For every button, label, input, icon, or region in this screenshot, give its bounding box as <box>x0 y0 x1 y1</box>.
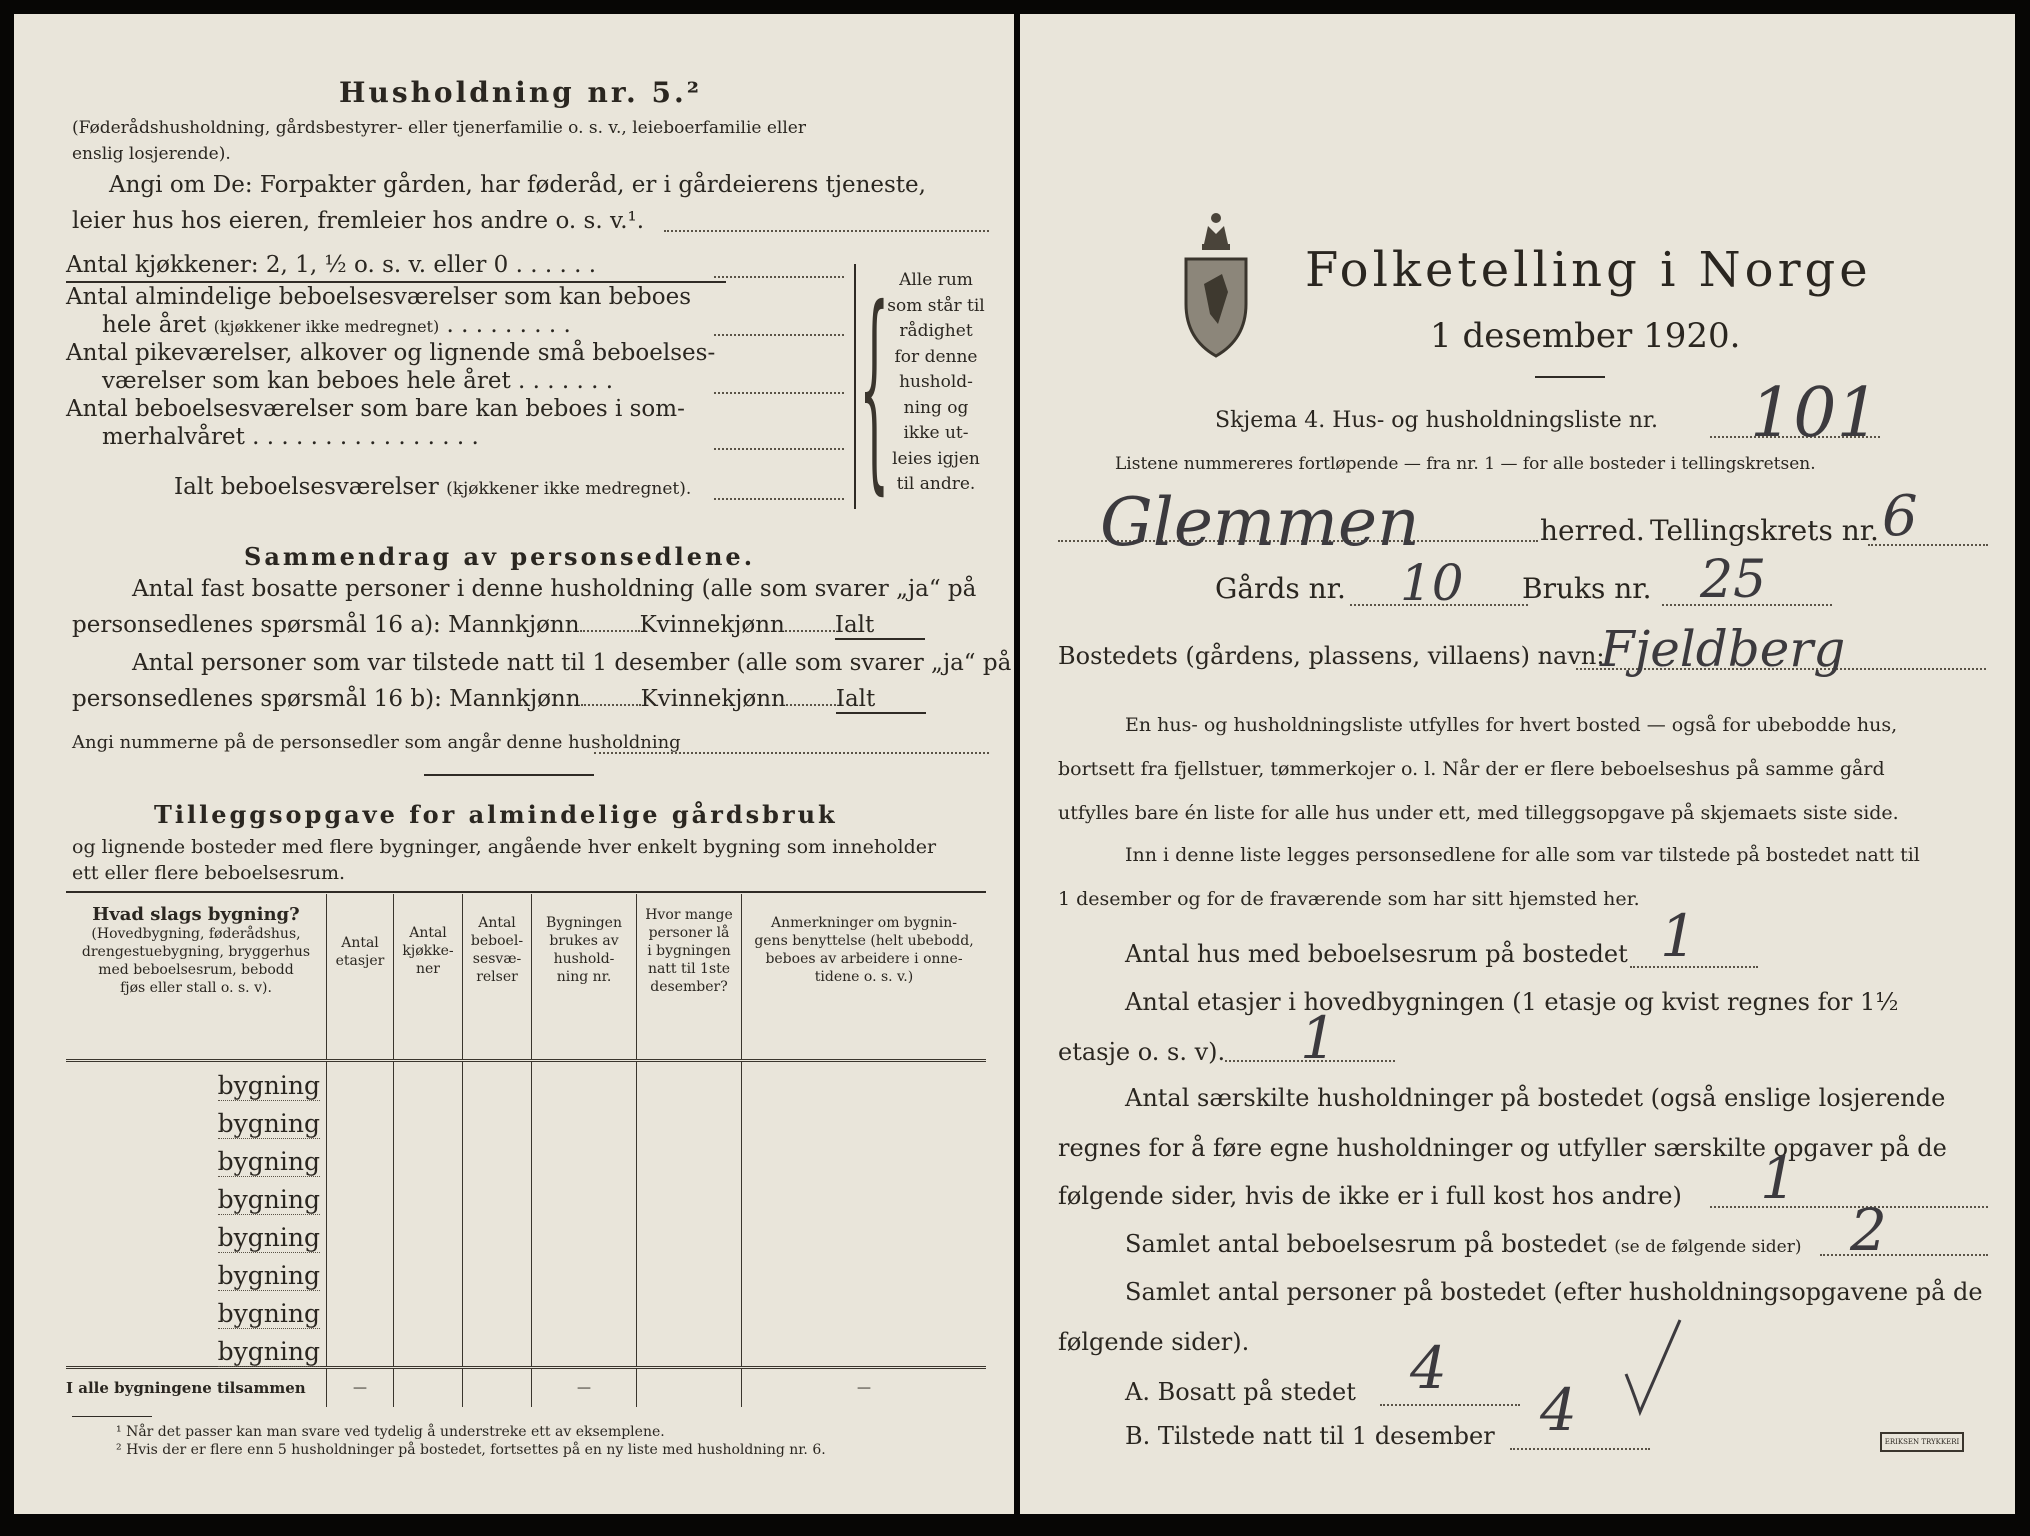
person-numbers-line <box>594 752 989 754</box>
right-page <box>1020 14 2015 1514</box>
tenure-question-2: leier hus hos eieren, fremleier hos andre o. s. v.¹. <box>72 208 645 234</box>
summer-rooms-line <box>714 448 844 450</box>
col-rooms: Antal beboel- sesvæ- relser <box>463 894 532 1061</box>
col-kitchens: Antal kjøkke- ner <box>394 894 463 1061</box>
brace-icon: { <box>859 264 890 516</box>
total-label: I alle bygningene tilsammen <box>66 1368 327 1408</box>
col-building-type: Hvad slags bygning? (Hovedbygning, føderådshus, drengestuebygning, bryggerhus med beboelsesrum, bebodd fjøs eller stall o. s. v). <box>66 894 327 1061</box>
printer-stamp: ERIKSEN TRYKKERI <box>1880 1432 1964 1452</box>
maid-rooms-label-2: værelser som kan beboes hele året . . . . . . . <box>102 368 614 394</box>
coat-of-arms-icon <box>1178 204 1254 364</box>
total-rooms-right-line <box>1820 1254 1988 1256</box>
table-row: bygning <box>66 1100 986 1138</box>
herred-label: herred. <box>1540 514 1645 547</box>
total-rooms-right-value: 2 <box>1850 1196 1887 1264</box>
houses-value: 1 <box>1660 902 1697 970</box>
floors-value: 1 <box>1300 1004 1337 1072</box>
table-row: bygning <box>66 1061 986 1101</box>
col-household-nr: Bygningen brukes av hushold- ning nr. <box>532 894 637 1061</box>
footnote-2: ² Hvis der er flere enn 5 husholdninger på bostedet, fortsettes på en ny liste med husholdning nr. 6. <box>116 1442 826 1458</box>
households-line <box>1710 1206 1988 1208</box>
households-label-2: regnes for å føre egne husholdninger og utfyller særskilte opgaver på de <box>1058 1134 1947 1162</box>
gards-label: Gårds nr. <box>1215 572 1346 605</box>
rooms-label-2: hele året (kjøkkener ikke medregnet) . . . . . . . . . <box>102 312 571 338</box>
tellingskrets-label: Tellingskrets nr. <box>1650 514 1879 547</box>
supplement-text-1: og lignende bosteder med flere bygninger, angående hver enkelt bygning som inneholder <box>72 836 937 858</box>
summer-rooms-label-1: Antal beboelsesværelser som bare kan beboes i som- <box>66 396 685 422</box>
supplement-text-2: ett eller flere beboelsesrum. <box>72 862 346 884</box>
rule <box>66 891 986 893</box>
maid-rooms-label-1: Antal pikeværelser, alkover og lignende små beboelses- <box>66 340 716 366</box>
resident-value: 4 <box>1410 1334 1447 1402</box>
maid-rooms-line <box>714 392 844 394</box>
houses-label: Antal hus med beboelsesrum på bostedet <box>1125 940 1628 968</box>
floors-label-1: Antal etasjer i hovedbygningen (1 etasje og kvist regnes for 1½ <box>1125 988 1899 1016</box>
instruction-3: utfylles bare én liste for alle hus under ett, med tilleggsopgave på skjemaets siste side. <box>1058 802 1899 824</box>
col-floors: Antal etasjer <box>327 894 394 1061</box>
bruks-value: 25 <box>1700 550 1767 610</box>
gards-value: 10 <box>1400 554 1464 612</box>
census-title: Folketelling i Norge <box>1305 242 1872 298</box>
herred-value: Glemmen <box>1100 484 1420 561</box>
instruction-1: En hus- og husholdningsliste utfylles for hvert bosted — også for ubebodde hus, <box>1125 714 1898 736</box>
checkmark-icon <box>1620 1314 1690 1424</box>
left-page <box>14 14 1014 1514</box>
tenure-question-1: Angi om De: Forpakter gården, har føderåd, er i gårdeierens tjeneste, <box>109 172 926 198</box>
summer-rooms-label-2: merhalvåret . . . . . . . . . . . . . . . . <box>102 424 479 450</box>
rule <box>66 281 726 283</box>
resident-label: A. Bosatt på stedet <box>1125 1378 1356 1406</box>
rooms-line <box>714 334 844 336</box>
table-row: bygning <box>66 1290 986 1328</box>
household-subtitle-2: enslig losjerende). <box>72 144 231 164</box>
table-row: bygning <box>66 1252 986 1290</box>
divider <box>424 774 594 776</box>
col-remarks: Anmerkninger om bygnin- gens benyttelse (helt ubebodd, bebоes av arbeidere i onne- tidene o. s. v.) <box>742 894 987 1061</box>
table-row: bygning <box>66 1138 986 1176</box>
kitchens-line <box>714 276 844 278</box>
numbering-note: Listene nummereres fortløpende — fra nr. 1 — for alle bosteder i tellingskretsen. <box>1115 454 1816 474</box>
persons-label-1: Samlet antal personer på bostedet (efter husholdningsopgavene på de <box>1125 1278 1983 1306</box>
summary-title: Sammendrag av personsedlene. <box>244 542 756 571</box>
households-label-1: Antal særskilte husholdninger på bostedet (også enslige losjerende <box>1125 1084 1946 1112</box>
persons-label-2: følgende sider). <box>1058 1328 1250 1356</box>
divider <box>1535 376 1605 378</box>
census-date: 1 desember 1920. <box>1430 316 1741 356</box>
present-line <box>1510 1448 1650 1450</box>
resident-line <box>1380 1404 1520 1406</box>
summary-line-2: personsedlenes spørsmål 16 a): Mannkjønn Kvinnekjønn Ialt <box>72 612 925 640</box>
col-persons: Hvor mange personer lå i bygningen natt til 1ste desember? <box>637 894 742 1061</box>
rooms-label-1: Antal almindelige beboelsesværelser som kan beboes <box>66 284 692 310</box>
households-label-3: følgende sider, hvis de ikke er i full kost hos andre) <box>1058 1182 1682 1210</box>
list-number-value: 101 <box>1750 374 1880 453</box>
rule <box>854 264 856 509</box>
household-subtitle: (Føderådshusholdning, gårdsbestyrer- eller tjenerfamilie o. s. v., leieboerfamilie eller <box>72 118 806 138</box>
table-header-row <box>66 894 986 1061</box>
table-total-row: I alle bygningene tilsammen — — — <box>66 1368 986 1408</box>
footnote-1: ¹ Når det passer kan man svare ved tydelig å understreke ett av eksemplene. <box>116 1424 665 1440</box>
tenure-answer-line <box>664 230 989 232</box>
households-value: 1 <box>1760 1144 1797 1212</box>
summary-line-3: Antal personer som var tilstede natt til 1 desember (alle som svarer „ja“ på <box>132 650 1012 676</box>
instruction-4: Inn i denne liste legges personsedlene for alle som var tilstede på bostedet natt til <box>1125 844 1920 866</box>
present-label: B. Tilstede natt til 1 desember <box>1125 1422 1495 1450</box>
bostedet-value: Fjeldberg <box>1600 620 1846 678</box>
footnote-rule <box>72 1416 152 1417</box>
tellingskrets-value: 6 <box>1882 484 1918 549</box>
schema-label: Skjema 4. Hus- og husholdningsliste nr. <box>1215 408 1658 433</box>
present-value: 4 <box>1540 1376 1577 1444</box>
supplement-title: Tilleggsopgave for almindelige gårdsbruk <box>154 800 838 829</box>
kitchens-label: Antal kjøkkener: 2, 1, ½ o. s. v. eller 0 . . . . . . <box>66 252 597 278</box>
instruction-5: 1 desember og for de fraværende som har sitt hjemsted her. <box>1058 888 1640 910</box>
household-title: Husholdning nr. 5.² <box>339 76 703 109</box>
table-row: bygning <box>66 1176 986 1214</box>
bostedet-label: Bostedets (gårdens, plassens, villaens) navn: <box>1058 642 1605 670</box>
building-table <box>66 894 986 1407</box>
total-rooms-line <box>714 498 844 500</box>
summary-line-4: personsedlenes spørsmål 16 b): Mannkjønn Kvinnekjønn Ialt <box>72 686 926 714</box>
side-note: Alle rum som står til rådighet for denne hushold- ning og ikke ut- leies igjen til andre. <box>887 270 985 494</box>
total-rooms-label: Ialt beboelsesværelser (kjøkkener ikke medregnet). <box>174 474 692 500</box>
person-numbers-label: Angi nummerne på de personsedler som angår denne husholdning <box>72 732 681 753</box>
total-rooms-right-label: Samlet antal beboelsesrum på bostedet (se de følgende sider) <box>1125 1230 1802 1258</box>
floors-label-2: etasje o. s. v). <box>1058 1038 1226 1066</box>
summary-line-1: Antal fast bosatte personer i denne husholdning (alle som svarer „ja“ på <box>132 576 977 602</box>
table-row: bygning <box>66 1328 986 1368</box>
bruks-label: Bruks nr. <box>1522 572 1652 605</box>
table-row: bygning <box>66 1214 986 1252</box>
instruction-2: bortsett fra fjellstuer, tømmerkojer o. l. Når der er flere beboelseshus på samme gård <box>1058 758 1885 780</box>
